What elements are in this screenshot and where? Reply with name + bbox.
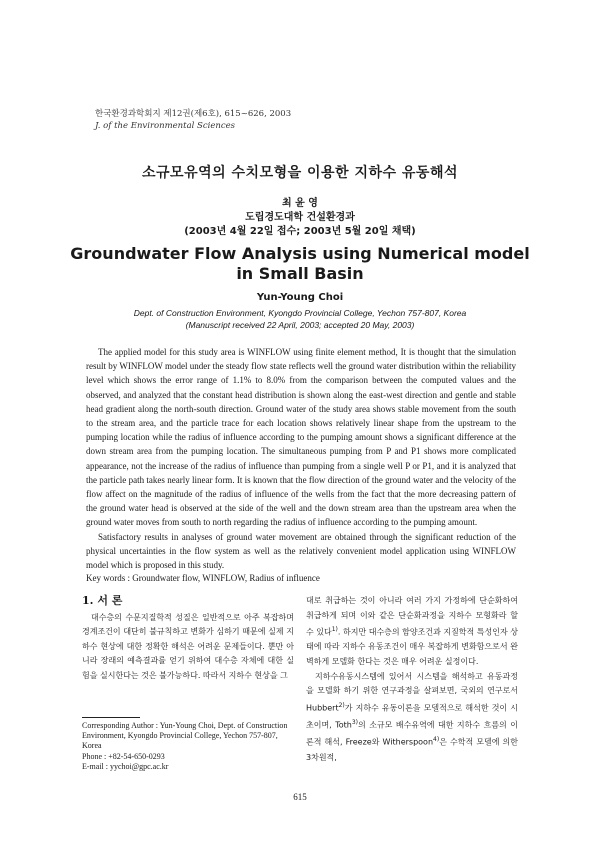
- text-span: 지하수유동시스템에 있어서 시스템을 해석하고 유동과정을 모델화 하기 위한 연구과정을 살펴보면, 국외의 연구로서 Hubbert: [306, 671, 518, 713]
- citation-ref: 1): [331, 626, 338, 634]
- page-number: 615: [293, 792, 307, 802]
- body-column-left: [82, 594, 294, 684]
- citation-ref: 2): [338, 701, 345, 709]
- section-heading-introduction: 1. 서 론: [82, 594, 123, 607]
- body-column-right: [306, 594, 518, 765]
- intro-paragraph-continued: [306, 594, 518, 670]
- keywords: Key words : Groundwater flow, WINFLOW, Radius of influence: [86, 573, 320, 583]
- footnote-email: E-mail : yychoi@gpc.ac.kr: [82, 761, 169, 771]
- english-author: Yun-Young Choi: [256, 292, 344, 303]
- text-span: 은 수학적 모델에 의한 3차원적,: [306, 737, 518, 762]
- english-title: Groundwater Flow Analysis using Numerical model in Small Basin: [70, 244, 530, 283]
- footnote-corresponding-author: Corresponding Author : Yun-Young Choi, Dept. of Construction Environment, Kyongdo Provincial College, Yechon 757-807, Korea: [82, 721, 288, 751]
- journal-header: [95, 108, 291, 132]
- korean-dates: (2003년 4월 22일 접수; 2003년 5월 20일 채택): [184, 226, 416, 237]
- citation-ref: 3): [351, 719, 359, 727]
- abstract-paragraph-1: The applied model for this study area is WINFLOW using finite element method, It is thought that the simulation result by WINFLOW model under the steady flow state reflects well the ground water distribution within the reliability level which shows the error range of 1.1% to 8.0% from the comparison between the computed values and the observed, and analyzed that the constant head distribution is shown along the east-west direction and gentle and stable head gradient along the north-south direction. Ground water of the study area shows stable movement from the south to the stream area, and the particle trace for each location shows relatively linear shape from the upstream to the pumping location while the radius of influence according to the pumping amount shows a significant difference at the down stream area from the pumping location. The simultaneous pumping from P and P1 shows more complicated appearance, not the increase of the radius of influence than pumping from a single well P or P1, and it is analyzed that the particle path takes nearly linear form. It is known that the flow direction of the ground water and the velocity of the flow affect on the magnitude of the radius of influence of the wells from the fact that the more decreasing pattern of the ground water head is observed at the side of the well and the down stream area than the upstream area when the ground water moves from south to north regarding the radius of influence according to the pumping amount.: [86, 347, 516, 528]
- korean-affiliation: 도립경도대학 건설환경과: [245, 212, 355, 223]
- english-dates: (Manuscript received 22 April, 2003; accepted 20 May, 2003): [185, 320, 415, 330]
- english-affiliation: Dept. of Construction Environment, Kyongdo Provincial College, Yechon 757-807, Korea: [133, 308, 467, 318]
- footnote-phone: Phone : +82-54-650-0293: [82, 751, 165, 761]
- journal-ko-line: 한국환경과학회지 제12권(제6호), 615~626, 2003: [95, 109, 292, 119]
- footnote: [82, 721, 294, 772]
- text-span: . 하지만 대수층의 함양조건과 지질학적 특성인자 상태에 따라 지하수 유동조건이 매우 복잡하게 변화함으로서 완벽하게 모델화 한다는 것은 매우 어려운 실정이다.: [306, 627, 518, 667]
- text-span: 대로 취급하는 것이 아니라 여러 가지 가정하에 단순화하여 취급하게 되며 이와 같은 단순화과정을 지하수 모형화라 할 수 있다: [306, 596, 518, 637]
- korean-author: 최 윤 영: [282, 198, 318, 209]
- text-span: 가 지하수 유동이론을 모델적으로 해석한 것이 시초이며, Toth: [306, 703, 518, 730]
- korean-title: 소규모유역의 수치모형을 이용한 지하수 유동해석: [142, 165, 458, 181]
- abstract-paragraph-2: Satisfactory results in analyses of ground water movement are obtained through the significant reduction of the physical uncertainties in the flow system as well as the relatively convenient model application using WINFLOW model which is proposed in this study.: [86, 531, 516, 571]
- intro-paragraph-1: 대수층의 수문지질학적 성질은 일반적으로 아주 복잡하며 경계조건이 대단히 불규칙하고 변화가 심하기 때문에 실제 지하수 현상에 대한 정확한 해석은 어려운 문제들이다. 뿐만 아니라 장래의 예측결과를 얻기 위하여 대수층 자체에 대한 실험을 실시한다는 것은 불가능하다. 따라서 지하수 현상을 그: [82, 612, 294, 680]
- footnote-divider: [82, 717, 140, 718]
- intro-paragraph-2: [306, 670, 518, 766]
- journal-en-line: J. of the Environmental Sciences: [95, 121, 236, 131]
- text-span: 의 소규모 배수유역에 대한 지하수 흐름의 이론적 해석, Freeze와 Witherspoon: [306, 720, 518, 747]
- citation-ref: 4): [433, 736, 440, 744]
- abstract: [86, 345, 516, 572]
